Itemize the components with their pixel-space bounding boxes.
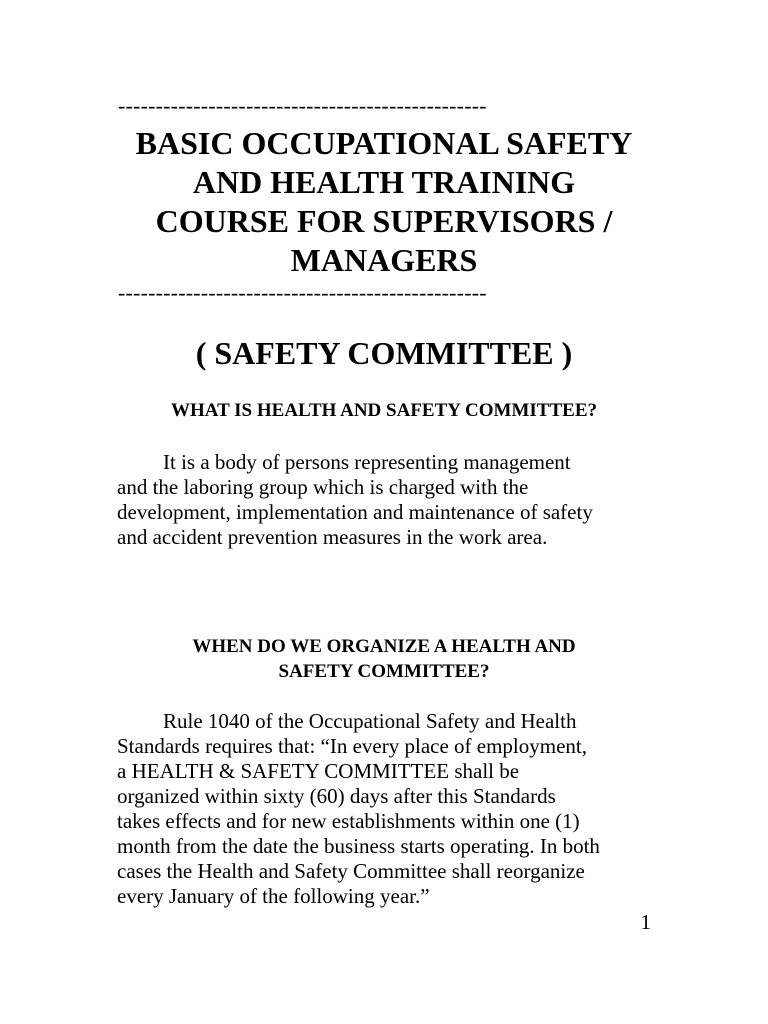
top-dashed-rule: ------------------------------------------------- [118,94,487,118]
page-number: 1 [640,910,651,934]
document-title [100,124,668,280]
question-heading [0,398,768,423]
answer-paragraph [117,450,757,550]
title-line: MANAGERS [290,242,478,278]
title-line: COURSE FOR SUPERVISORS / [155,203,613,239]
paragraph-line: organized within sixty (60) days after this Standards [117,784,556,808]
section-subtitle: ( SAFETY COMMITTEE ) [195,335,573,371]
paragraph-line: Standards requires that: “In every place of employment, [117,734,587,758]
paragraph-line: cases the Health and Safety Committee shall reorganize [117,859,585,883]
heading-line: SAFETY COMMITTEE? [278,661,490,682]
question-heading [0,634,768,684]
paragraph-line: Rule 1040 of the Occupational Safety and Health [163,709,577,733]
paragraph-line: It is a body of persons representing management [163,450,571,474]
title-line: AND HEALTH TRAINING [192,164,576,200]
heading-line: WHEN DO WE ORGANIZE A HEALTH AND [192,636,576,657]
paragraph-line: takes effects and for new establishments within one (1) [117,809,580,833]
paragraph-line: and accident prevention measures in the work area. [117,525,548,549]
answer-paragraph [117,709,757,909]
title-line: BASIC OCCUPATIONAL SAFETY [135,125,633,161]
paragraph-line: and the laboring group which is charged with the [117,475,529,499]
bottom-dashed-rule: ------------------------------------------------- [118,281,487,305]
paragraph-line: a HEALTH & SAFETY COMMITTEE shall be [117,759,520,783]
paragraph-line: every January of the following year.” [117,884,430,908]
heading-line: WHAT IS HEALTH AND SAFETY COMMITTEE? [170,400,597,421]
paragraph-line: development, implementation and maintenance of safety [117,500,593,524]
paragraph-line: month from the date the business starts operating. In both [117,834,600,858]
